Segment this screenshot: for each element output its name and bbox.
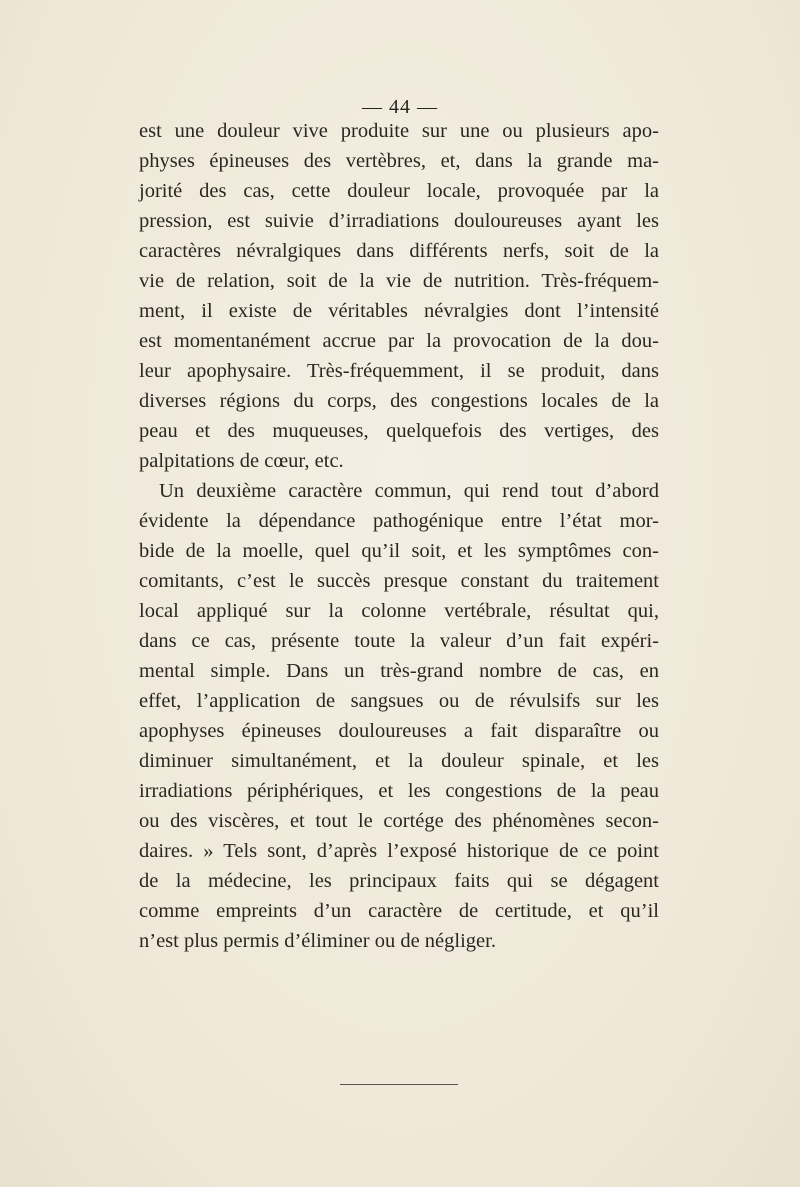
- text-line: local appliqué sur la colonne vertébrale, résultat qui,: [139, 600, 659, 622]
- text-line: diminuer simultanément, et la douleur spinale, et les: [139, 750, 659, 772]
- text-line: irradiations périphériques, et les congestions de la peau: [139, 780, 659, 802]
- text-line: pression, est suivie d’irradiations douloureuses ayant les: [139, 210, 659, 232]
- text-line: mental simple. Dans un très-grand nombre de cas, en: [139, 660, 659, 682]
- text-line: comme empreints d’un caractère de certitude, et qu’il: [139, 900, 659, 922]
- text-line: leur apophysaire. Très-fréquemment, il se produit, dans: [139, 360, 659, 382]
- text-line: bide de la moelle, quel qu’il soit, et les symptômes con-: [139, 540, 659, 562]
- text-line: évidente la dépendance pathogénique entre l’état mor-: [139, 510, 659, 532]
- text-line: est une douleur vive produite sur une ou plusieurs apo-: [139, 120, 659, 142]
- text-line: apophyses épineuses douloureuses a fait disparaître ou: [139, 720, 659, 742]
- text-line: de la médecine, les principaux faits qui se dégagent: [139, 870, 659, 892]
- text-line: ment, il existe de véritables névralgies dont l’intensité: [139, 300, 659, 322]
- text-line: peau et des muqueuses, quelquefois des vertiges, des: [139, 420, 659, 442]
- text-line: caractères névralgiques dans différents nerfs, soit de la: [139, 240, 659, 262]
- text-line: effet, l’application de sangsues ou de révulsifs sur les: [139, 690, 659, 712]
- text-line: comitants, c’est le succès presque constant du traitement: [139, 570, 659, 592]
- text-line: n’est plus permis d’éliminer ou de négliger.: [139, 930, 496, 952]
- text-line: est momentanément accrue par la provocation de la dou-: [139, 330, 659, 352]
- text-line: physes épineuses des vertèbres, et, dans la grande ma-: [139, 150, 659, 172]
- text-line: palpitations de cœur, etc.: [139, 450, 344, 472]
- text-line: ou des viscères, et tout le cortége des phénomènes secon-: [139, 810, 659, 832]
- text-line: daires. » Tels sont, d’après l’exposé historique de ce point: [139, 840, 659, 862]
- text-line: jorité des cas, cette douleur locale, provoquée par la: [139, 180, 659, 202]
- section-divider: [340, 1084, 458, 1085]
- text-line: vie de relation, soit de la vie de nutrition. Très-fréquem-: [139, 270, 659, 292]
- body-text: [139, 116, 659, 956]
- text-line: dans ce cas, présente toute la valeur d’un fait expéri-: [139, 630, 659, 652]
- text-line: diverses régions du corps, des congestions locales de la: [139, 390, 659, 412]
- page-number: — 44 —: [362, 96, 438, 118]
- paragraph-first-line: Un deuxième caractère commun, qui rend tout d’abord: [159, 480, 659, 502]
